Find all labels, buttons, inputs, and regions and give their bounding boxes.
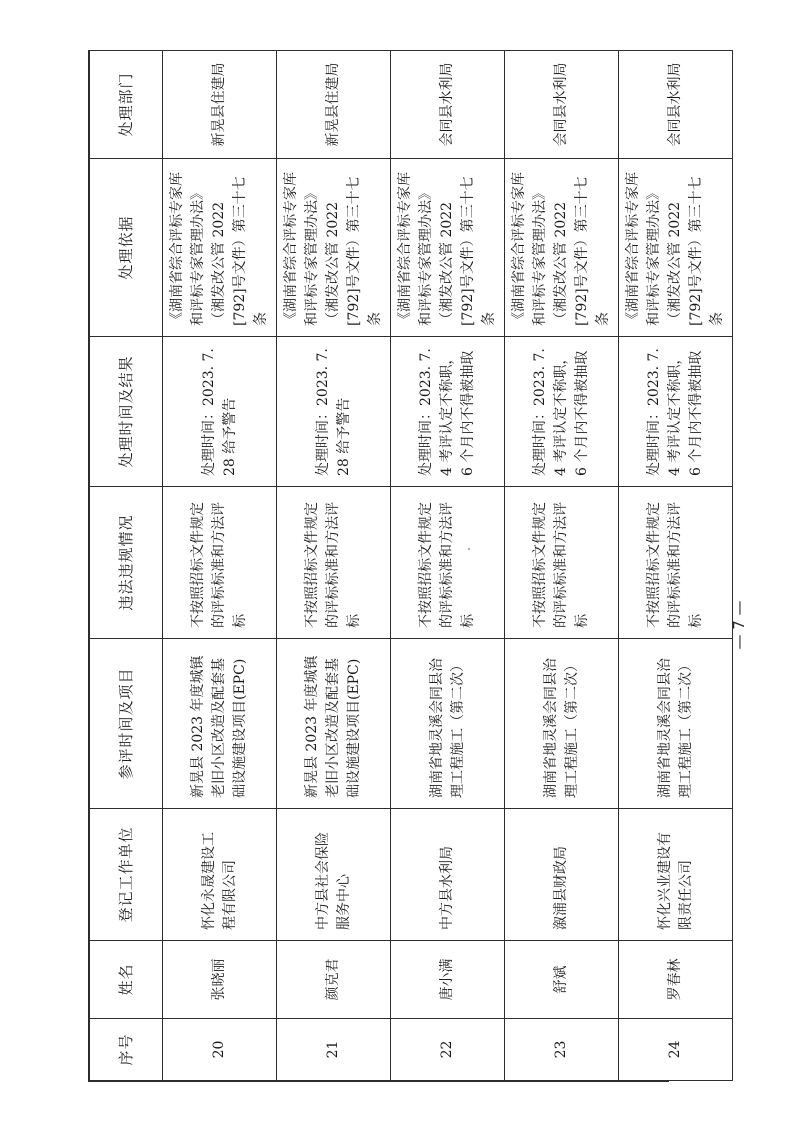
cell-dept: 会同县水利局 bbox=[619, 51, 733, 159]
header-unit: 登记工作单位 bbox=[90, 809, 163, 941]
cell-name: 唐小满 bbox=[391, 941, 505, 1019]
cell-seq: 23 bbox=[505, 1019, 619, 1081]
header-result: 处理时间及结果 bbox=[90, 337, 163, 487]
cell-violation: 不按照招标文件规定的评标标准和方法评标 bbox=[619, 487, 733, 639]
cell-violation: 不按照招标文件规定的评标标准和方法评标 bbox=[277, 487, 391, 639]
table-row bbox=[505, 51, 619, 1081]
cell-result: 处理时间：2023. 7. 4 考评认定不称职，6 个月内不得被抽取 bbox=[619, 337, 733, 487]
header-violation: 违法违规情况 bbox=[90, 487, 163, 639]
cell-dept: 会同县水利局 bbox=[391, 51, 505, 159]
cell-basis: 《湖南省综合评标专家库和评标专家管理办法》（湘发改公管 2022 [792]号文件）第三十七条 bbox=[277, 159, 391, 337]
cell-violation: 不按照招标文件规定的评标标准和方法评标 bbox=[391, 487, 505, 639]
table-row bbox=[277, 51, 391, 1081]
cell-result: 处理时间：2023. 7. 4 考评认定不称职，6 个月内不得被抽取 bbox=[391, 337, 505, 487]
cell-result: 处理时间：2023. 7. 28 给予警告 bbox=[163, 337, 277, 487]
header-seq: 序号 bbox=[90, 1019, 163, 1081]
cell-unit: 怀化永晟建设工程有限公司 bbox=[163, 809, 277, 941]
header-name: 姓名 bbox=[90, 941, 163, 1019]
cell-project: 湖南省地灵溪会同县治理工程施工（第二次） bbox=[619, 639, 733, 809]
penalty-table-sheet bbox=[88, 50, 725, 1082]
cell-basis: 《湖南省综合评标专家库和评标专家管理办法》（湘发改公管 2022 [792]号文件）第三十七条 bbox=[391, 159, 505, 337]
cell-unit: 怀化兴业建设有限责任公司 bbox=[619, 809, 733, 941]
cell-basis: 《湖南省综合评标专家库和评标专家管理办法》（湘发改公管 2022 [792]号文件）第三十七条 bbox=[505, 159, 619, 337]
cell-result: 处理时间：2023. 7. 4 考评认定不称职，6 个月内不得被抽取 bbox=[505, 337, 619, 487]
cell-name: 张晓丽 bbox=[163, 941, 277, 1019]
cell-seq: 24 bbox=[619, 1019, 733, 1081]
cell-result: 处理时间：2023. 7. 28 给予警告 bbox=[277, 337, 391, 487]
cell-dept: 会同县水利局 bbox=[505, 51, 619, 159]
table-row bbox=[391, 51, 505, 1081]
cell-basis: 《湖南省综合评标专家库和评标专家管理办法》（湘发改公管 2022 [792]号文件）第三十七条 bbox=[619, 159, 733, 337]
table-header-row bbox=[90, 51, 163, 1081]
header-project: 参评时间及项目 bbox=[90, 639, 163, 809]
cell-unit: 中方县社会保险服务中心 bbox=[277, 809, 391, 941]
cell-project: 新晃县 2023 年度城镇老旧小区改造及配套基础设施建设项目(EPC) bbox=[163, 639, 277, 809]
cell-basis: 《湖南省综合评标专家库和评标专家管理办法》（湘发改公管 2022 [792]号文件）第三十七条 bbox=[163, 159, 277, 337]
table-row bbox=[619, 51, 733, 1081]
header-basis: 处理依据 bbox=[90, 159, 163, 337]
cell-project: 新晃县 2023 年度城镇老旧小区改造及配套基础设施建设项目(EPC) bbox=[277, 639, 391, 809]
cell-name: 罗春林 bbox=[619, 941, 733, 1019]
cell-name: 颜克君 bbox=[277, 941, 391, 1019]
cell-unit: 溆浦县财政局 bbox=[505, 809, 619, 941]
scan-speck bbox=[468, 548, 470, 550]
cell-project: 湖南省地灵溪会同县治理工程施工（第二次） bbox=[505, 639, 619, 809]
cell-seq: 21 bbox=[277, 1019, 391, 1081]
page-number bbox=[725, 586, 751, 666]
cell-dept: 新晃县住建局 bbox=[163, 51, 277, 159]
cell-violation: 不按照招标文件规定的评标标准和方法评标 bbox=[505, 487, 619, 639]
penalty-table bbox=[89, 50, 733, 1081]
cell-dept: 新晃县住建局 bbox=[277, 51, 391, 159]
cell-project: 湖南省地灵溪会同县治理工程施工（第二次） bbox=[391, 639, 505, 809]
cell-violation: 不按照招标文件规定的评标标准和方法评标 bbox=[163, 487, 277, 639]
page-number-text: — 7 — bbox=[730, 600, 748, 650]
rotated-table-frame bbox=[89, 51, 725, 1081]
cell-seq: 22 bbox=[391, 1019, 505, 1081]
cell-unit: 中方县水利局 bbox=[391, 809, 505, 941]
cell-name: 舒斌 bbox=[505, 941, 619, 1019]
header-dept: 处理部门 bbox=[90, 51, 163, 159]
table-row bbox=[163, 51, 277, 1081]
cell-seq: 20 bbox=[163, 1019, 277, 1081]
